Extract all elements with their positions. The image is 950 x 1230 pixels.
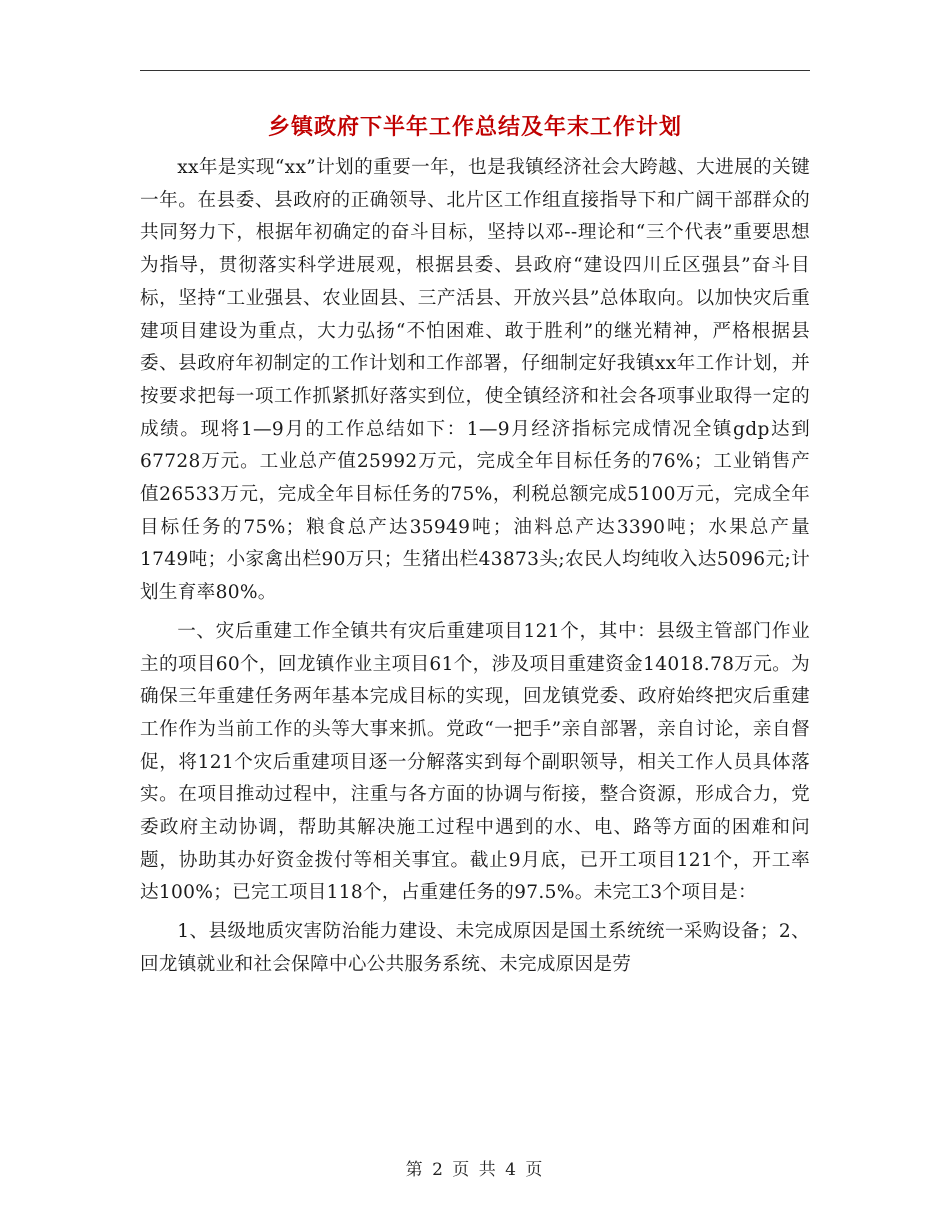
page-number-footer: 第 2 页 共 4 页	[405, 1160, 545, 1180]
document-body	[140, 152, 810, 988]
paragraph-reconstruction: 一、灾后重建工作全镇共有灾后重建项目121个，其中：县级主管部门作业主的项目60个，回龙镇作业主项目61个，涉及项目重建资金14018.78万元。为确保三年重建任务两年基本完成目标的实现，回龙镇党委、政府始终把灾后重建工作作为当前工作的头等大事来抓。党政“一把手”亲自部署，亲自讨论，亲自督促，将121个灾后重建项目逐一分解落实到每个副职领导，相关工作人员具体落实。在项目推动过程中，注重与各方面的协调与衔接，整合资源，形成合力，党委政府主动协调，帮助其解决施工过程中遇到的水、电、路等方面的困难和问题，协助其办好资金拨付等相关事宜。截止9月底，已开工项目121个，开工率达100%；已完工项目118个，占重建任务的97.5%。未完工3个项目是：	[140, 620, 810, 904]
header-rule	[140, 70, 810, 71]
paragraph-intro: xx年是实现“xx”计划的重要一年，也是我镇经济社会大跨越、大进展的关键一年。在县委、县政府的正确领导、北片区工作组直接指导下和广阔干部群众的共同努力下，根据年初确定的奋斗目标，坚持以邓--理论和“三个代表”重要思想为指导，贯彻落实科学进展观，根据县委、县政府“建设四川丘区强县”奋斗目标，坚持“工业强县、农业固县、三产活县、开放兴县”总体取向。以加快灾后重建项目建设为重点，大力弘扬“不怕困难、敢于胜利”的继光精神，严格根据县委、县政府年初制定的工作计划和工作部署，仔细制定好我镇xx年工作计划，并按要求把每一项工作抓紧抓好落实到位，使全镇经济和社会各项事业取得一定的成绩。现将1—9月的工作总结如下：1—9月经济指标完成情况全镇gdp达到67728万元。工业总产值25992万元，完成全年目标任务的76%；工业销售产值26533万元，完成全年目标任务的75%，利税总额完成5100万元，完成全年目标任务的75%；粮食总产达35949吨；油料总产达3390吨；水果总产量1749吨；小家禽出栏90万只；生猪出栏43873头;农民人均纯收入达5096元;计划生育率80%。	[140, 157, 810, 604]
paragraph-unfinished-projects: 1、县级地质灾害防治能力建设、未完成原因是国土系统统一采购设备；2、回龙镇就业和社会保障中心公共服务系统、未完成原因是劳	[140, 921, 810, 975]
document-title: 乡镇政府下半年工作总结及年末工作计划	[267, 114, 682, 140]
